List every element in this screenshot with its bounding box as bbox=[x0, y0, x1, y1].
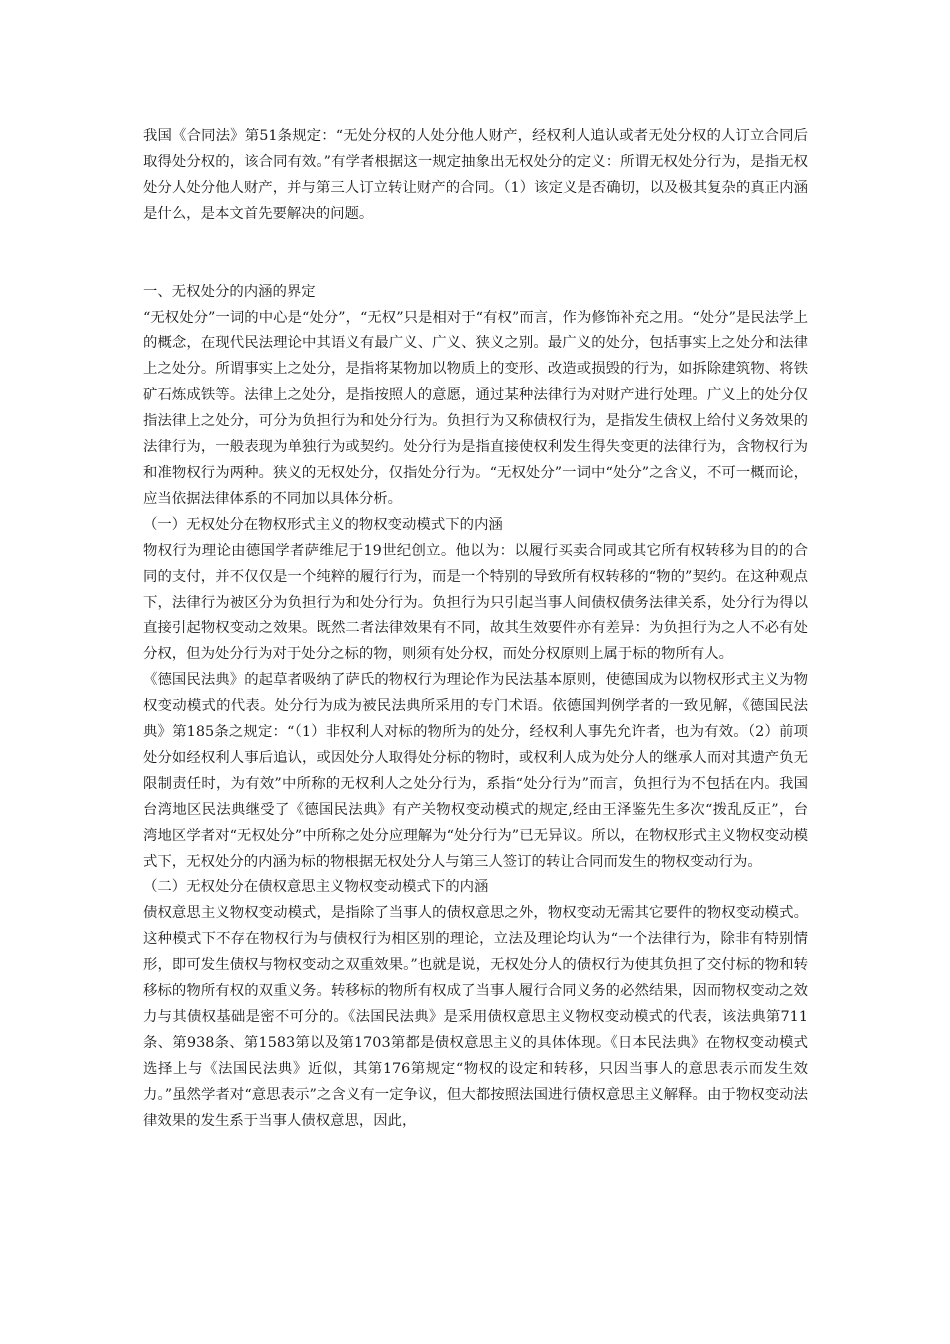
paragraph-gap bbox=[143, 228, 808, 280]
subsection-heading-1: （一）无权处分在物权形式主义的物权变动模式下的内涵 bbox=[143, 516, 503, 533]
subsection-2-paragraph-1: 债权意思主义物权变动模式，是指除了当事人的债权意思之外，物权变动无需其它要件的物权变动模式。这种模式下不存在物权行为与债权行为相区别的理论，立法及理论均认为“一个法律行为，除非有特别情形，即可发生债权与物权变动之双重效果。”也就是说，无权处分人的债权行为使其负担了交付标的物和转移标的物所有权的双重义务。转移标的物所有权成了当事人履行合同义务的必然结果，因而物权变动之效力与其债权基础是密不可分的。《法国民法典》是采用债权意思主义物权变动模式的代表，该法典第711条、第938条、第1583第以及第1703第都是债权意思主义的具体体现。《日本民法典》在物权变动模式选择上与《法国民法典》近似，其第176第规定“物权的设定和转移，只因当事人的意思表示而发生效力。”虽然学者对“意思表示”之含义有一定争议，但大都按照法国进行债权意思主义解释。由于物权变动法律效果的发生系于当事人债权意思，因此， bbox=[143, 905, 808, 1129]
intro-paragraph: 我国《合同法》第51条规定：“无处分权的人处分他人财产，经权利人追认或者无处分权的人订立合同后取得处分权的，该合同有效。”有学者根据这一规定抽象出无权处分的定义：所谓无权处分行为，是指无权处分人处分他人财产，并与第三人订立转让财产的合同。（1）该定义是否确切，以及极其复杂的真正内涵是什么，是本文首先要解决的问题。 bbox=[143, 128, 808, 222]
subsection-1-paragraph-1: 物权行为理论由德国学者萨维尼于19世纪创立。他以为：以履行买卖合同或其它所有权转移为目的的合同的支付，并不仅仅是一个纯粹的履行行为，而是一个特别的导致所有权转移的“物的”契约。在这种观点下，法律行为被区分为负担行为和处分行为。负担行为只引起当事人间债权债务法律关系，处分行为得以直接引起物权变动之效果。既然二者法律效果有不同，故其生效要件亦有差异：为负担行为之人不必有处分权，但为处分行为对于处分之标的物，则须有处分权，而处分权原则上属于标的物所有人。 bbox=[143, 542, 808, 663]
document-page bbox=[143, 124, 808, 1135]
section-body-paragraph: “无权处分”一词的中心是“处分”，“无权”只是相对于“有权”而言，作为修饰补充之用。“处分”是民法学上的概念，在现代民法理论中其语义有最广义、广义、狭义之别。最广义的处分，包括事实上之处分和法律上之处分。所谓事实上之处分，是指将某物加以物质上的变形、改造或损毁的行为，如拆除建筑物、将铁矿石炼成铁等。法律上之处分，是指按照人的意愿，通过某种法律行为对财产进行处理。广义上的处分仅指法律上之处分，可分为负担行为和处分行为。负担行为又称债权行为，是指发生债权上给付义务效果的法律行为，一般表现为单独行为或契约。处分行为是指直接使权利发生得失变更的法律行为，含物权行为和准物权行为两种。狭义的无权处分，仅指处分行为。“无权处分”一词中“处分”之含义，不可一概而论，应当依据法律体系的不同加以具体分析。 bbox=[143, 309, 808, 507]
section-heading: 一、无权处分的内涵的界定 bbox=[143, 283, 316, 300]
subsection-1-paragraph-2: 《德国民法典》的起草者吸纳了萨氏的物权行为理论作为民法基本原则，使德国成为以物权形式主义为物权变动模式的代表。处分行为成为被民法典所采用的专门术语。依德国判例学者的一致见解，《德国民法典》第185条之规定：“（1）非权利人对标的物所为的处分，经权利人事先允许者，也为有效。（2）前项处分如经权利人事后追认，或因处分人取得处分标的物时，或权利人成为处分人的继承人而对其遗产负无限制责任时，为有效”中所称的无权利人之处分行为，系指“处分行为”而言，负担行为不包括在内。我国台湾地区民法典继受了《德国民法典》有产关物权变动模式的规定,经由王泽鉴先生多次“拨乱反正”，台湾地区学者对“无权处分”中所称之处分应理解为“处分行为”已无异议。所以，在物权形式主义物权变动模式下，无权处分的内涵为标的物根据无权处分人与第三人签订的转让合同而发生的物权变动行为。 bbox=[143, 672, 808, 870]
subsection-heading-2: （二）无权处分在债权意思主义物权变动模式下的内涵 bbox=[143, 879, 489, 896]
